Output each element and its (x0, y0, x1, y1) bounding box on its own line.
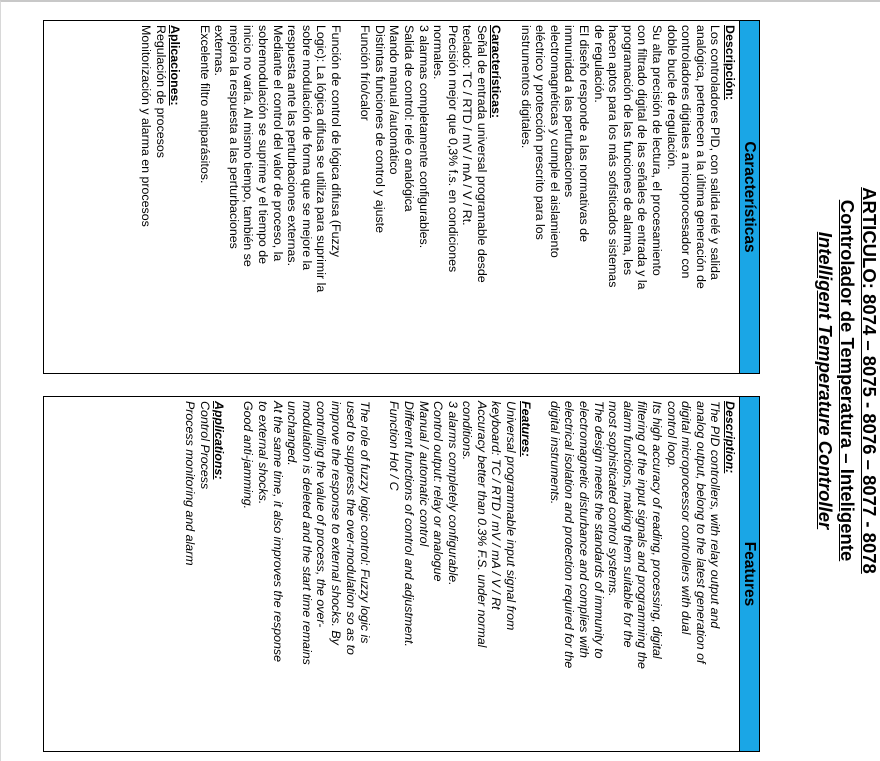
spanish-feature-item: Precisión mejor que 0,3% f.s. en condiciones (445, 25, 460, 273)
spanish-description-line: instrumentos digitales. (518, 25, 533, 149)
english-description-line: alarm functions, making them suitable for the (620, 401, 635, 648)
spanish-fuzzy-line: Mediante el control del valor de proceso, la (270, 25, 285, 262)
spanish-description-line: de regulación. (591, 25, 606, 103)
spanish-fuzzy-line: respuesta ante las perturbaciones externas. (285, 25, 300, 267)
english-applications-list (182, 401, 211, 747)
spanish-features-list (358, 25, 489, 369)
english-description-heading: Description: (723, 401, 737, 474)
spanish-description-line: analógica, pertenecen a la última generación de (693, 25, 708, 289)
spanish-description-line: Los controladores PID, con salida relé y salida (708, 25, 723, 280)
spanish-description-line: inmunidad a las perturbaciones (562, 25, 577, 198)
spanish-fuzzy-line: Función de control de lógica difusa (Fuzzy (328, 25, 343, 258)
english-fuzzy-line: The role of fuzzy logic control: Fuzzy logic is (358, 401, 373, 644)
english-applications-heading: Applications: (212, 401, 227, 480)
spanish-feature-item: normales. (431, 25, 446, 80)
spanish-description-line: eléctrico y protección prescrito para los (533, 25, 548, 240)
spanish-feature-item: Distintas funciones de control y ajuste (372, 25, 387, 233)
spanish-features-heading: Características: (489, 25, 504, 118)
spanish-description-text (518, 25, 722, 369)
spanish-application-item: Regulación de procesos (153, 25, 168, 158)
spanish-fuzzy-line: sobre modulación de forma que se mejore la (299, 25, 314, 271)
english-fuzzy-line: unchanged. (285, 401, 300, 466)
english-product-title: Intelligent Temperature Controller (815, 231, 836, 530)
english-feature-item: keyboard: TC / RTD / mV / mA / V / Rt (489, 401, 504, 610)
english-fuzzy-line: modulation is deleted and the start time remains (299, 401, 314, 665)
spanish-fuzzy-line: Excelente filtro antiparásitos. (197, 25, 212, 184)
english-fuzzy-line: controlling the value of process, the over- (314, 401, 329, 628)
english-fuzzy-line: improve the response to external shocks. By (328, 401, 343, 645)
english-features-heading: Features: (518, 401, 533, 457)
spanish-feature-item: 3 alarmas completamente configurables. (416, 25, 431, 249)
spanish-applications-heading: Aplicaciones: (168, 25, 183, 106)
english-feature-item: Control output: relay or analogue (431, 401, 446, 582)
article-title: ARTICULO: 8074 – 8075 - 8076 – 8077 - 8078 (859, 187, 880, 574)
english-description-line: The PID controllers, with relay output and (708, 401, 723, 629)
spanish-description-heading: Descripción: (723, 25, 737, 101)
english-column-header: Features (739, 396, 760, 752)
english-fuzzy-line: Good anti-jamming. (241, 401, 256, 510)
english-description-line: filtering of the input signals and programming the (635, 401, 650, 669)
english-feature-item: Function Hot / C (387, 401, 402, 491)
spanish-feature-item: teclado: TC / RTD / mV / mA / V / Rt. (460, 25, 475, 226)
title-block (808, 0, 880, 761)
spanish-fuzzy-line: Logic): La lógica difusa se utiliza para suprimir la (314, 25, 329, 293)
english-feature-item: Universal programmable input signal from (504, 401, 519, 631)
spanish-description-line: electromagnéticas y cumple el aislamiento (547, 25, 562, 258)
english-fuzzy-text (241, 401, 372, 747)
spanish-column-header: Características (739, 20, 760, 374)
english-description-line: most sophisticated control systems. (606, 401, 621, 597)
spanish-column-box (43, 20, 739, 374)
spanish-fuzzy-line: sobremodulación se suprime y el tiempo de (256, 25, 270, 264)
spanish-feature-item: Señal de entrada universal programable desde (474, 25, 489, 283)
english-application-item: Control Process (197, 401, 212, 490)
spanish-fuzzy-text (197, 25, 343, 369)
english-feature-item: conditions. (460, 401, 475, 461)
spanish-feature-item: Mando manual /automático (387, 25, 402, 175)
spanish-description-line: El diseño responde a las normativas de (577, 25, 592, 242)
english-description-line: control loop. (664, 401, 679, 469)
english-application-item: Process monitoring and alarm (183, 401, 198, 566)
english-description-line: Its high accuracy of reading, processing, digital (650, 401, 665, 659)
spanish-description-line: controladores digitales a microprocesador con (679, 25, 694, 279)
english-feature-item: Accuracy better than 0.3% F.S. under normal (474, 401, 489, 648)
spanish-description-line: hacen aptos para los más sofisticados sistemas (606, 25, 621, 288)
english-fuzzy-line: to external shocks. (256, 401, 270, 505)
english-feature-item: 3 alarms completely configurable. (445, 401, 460, 586)
spanish-description-line: con filtrado digital de las señales de entrada y la (635, 25, 650, 290)
spanish-description-line: doble bucle de regulación. (664, 25, 679, 170)
english-description-line: analog output, belong to the latest generation of (693, 401, 708, 664)
english-feature-item: Different functions of control and adjustment. (401, 401, 416, 647)
spanish-feature-item: Función frío/calor (358, 25, 373, 121)
spanish-feature-item: Salida de control: relé o analógica (401, 25, 416, 212)
spanish-description-line: programación de las funciones de alarma, les (620, 25, 635, 276)
english-fuzzy-line: used to suppress the over-modulation so as to (343, 401, 358, 655)
english-column-box (43, 396, 739, 752)
english-description-text (547, 401, 722, 747)
english-fuzzy-line: At the same time, it also improves the response (270, 401, 285, 663)
english-description-line: The design meets the standards of immunity to (591, 401, 606, 659)
english-description-line: digital instruments. (547, 401, 562, 505)
spanish-application-item: Monitorización y alarma en procesos (139, 25, 154, 227)
spanish-applications-list (139, 25, 168, 369)
english-description-line: electromagnetic disturbance and complies with (577, 401, 592, 658)
english-feature-item: Manual / automatic control (416, 401, 431, 547)
english-description-line: electrical isolation and protection required for the (562, 401, 577, 669)
spanish-product-title: Controlador de Temperatura – Inteligente (837, 199, 858, 562)
english-features-list (387, 401, 518, 747)
english-description-line: digital microprocessor controllers with dual (679, 401, 694, 635)
spanish-fuzzy-line: inicio no varía. Al mismo tiempo, también se (241, 25, 256, 267)
spanish-fuzzy-line: externas. (212, 25, 227, 76)
spanish-description-line: Su alta precisión de lectura, el procesamiento (650, 25, 665, 276)
spanish-fuzzy-line: mejora la respuesta a las perturbaciones (226, 25, 241, 249)
